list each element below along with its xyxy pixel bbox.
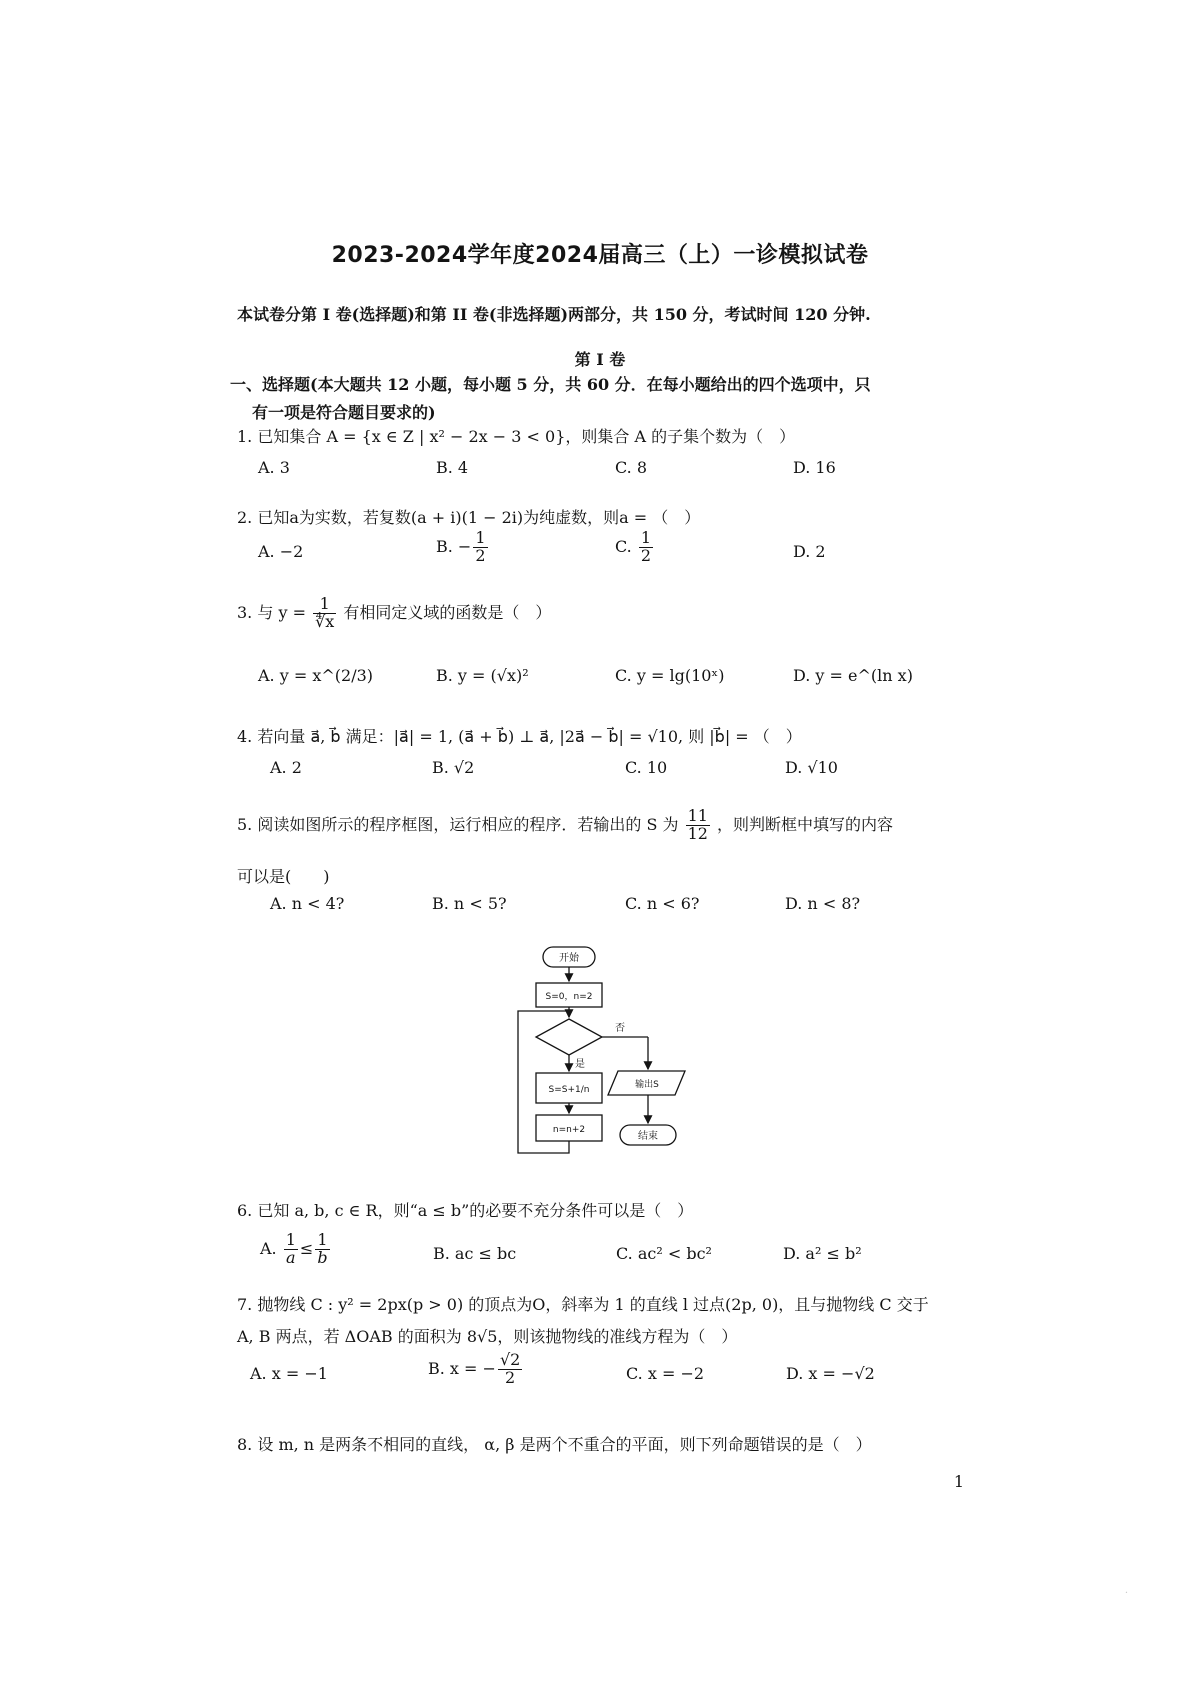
q6-a-fraction-1 [284,1232,298,1267]
flow-start-label: 开始 [559,953,579,964]
flow-no-label: 否 [615,1023,625,1034]
q5-numerator: 11 [687,806,708,825]
q5-option-c: C. n < 6? [625,894,700,913]
page-number: 1 [953,1472,964,1491]
question-6-options [260,1232,960,1272]
question-8-stem: 8. 设 m, n 是两条不相同的直线， α, β 是两个不重合的平面，则下列命题错误的是（ ） [237,1435,872,1454]
q4-option-c: C. 10 [625,758,668,777]
flow-update-s-label: S=S+1/n [548,1085,590,1095]
q4-option-d: D. √10 [785,758,838,777]
part-heading: 第 I 卷 [574,350,626,369]
q3-option-b: B. y = (√x)² [436,666,529,685]
q5-option-d: D. n < 8? [785,894,861,913]
question-6-stem: 6. 已知 a, b, c ∈ R，则“a ≤ b”的必要不充分条件可以是（ ） [237,1201,694,1220]
q1-option-c: C. 8 [615,458,648,477]
q7-option-a: A. x = −1 [250,1364,328,1383]
q2-c-numerator: 1 [640,528,652,547]
q6-a-num-2: 1 [315,1232,329,1250]
q2-c-fraction [639,530,653,565]
q3-option-a: A. y = x^(2/3) [258,666,374,685]
q1-option-d: D. 16 [793,458,836,477]
q2-c-prefix: C. [615,536,637,556]
q5-option-a: A. n < 4? [270,894,345,913]
q6-a-fraction-2 [315,1232,329,1267]
q2-b-numerator: 1 [475,528,486,547]
q5-denominator: 12 [687,823,708,843]
question-3-options [258,666,958,706]
q7-b-numerator: √2 [499,1350,521,1369]
q6-a-leq: ≤ [299,1238,314,1258]
flow-end-label: 结束 [638,1131,658,1142]
question-5-options [270,894,970,934]
q2-option-a: A. −2 [258,542,304,561]
flow-output-label: 输出S [635,1080,659,1090]
q7-option-b [428,1352,524,1387]
q5-prefix: 5. 阅读如图所示的程序框图，运行相应的程序．若输出的 S 为 [237,814,679,834]
flow-decision-node [536,1019,602,1055]
section-line-2: 有一项是符合题目要求的) [252,403,436,422]
question-7-line-1: 7. 抛物线 C : y² = 2px(p > 0) 的顶点为O，斜率为 1 的直线 l 过点(2p, 0)，且与抛物线 C 交于 [237,1295,929,1314]
q2-b-prefix: B. − [436,536,472,556]
q2-c-denominator: 2 [640,545,652,565]
q6-option-b: B. ac ≤ bc [433,1244,517,1263]
q6-a-prefix: A. [260,1238,282,1258]
q7-b-prefix: B. x = − [428,1358,496,1378]
q6-option-c: C. ac² < bc² [616,1244,712,1263]
q2-option-c [615,530,655,565]
question-2-stem: 2. 已知a为实数，若复数(a + i)(1 − 2i)为纯虚数，则a = （ ） [237,508,701,527]
flow-update-n-label: n=n+2 [552,1125,586,1135]
q3-suffix: 有相同定义域的函数是（ ） [343,602,552,622]
question-3-stem [237,596,551,631]
corner-mark: · [1124,1588,1128,1599]
q5-option-b: B. n < 5? [432,894,507,913]
q3-denominator: ∜x [315,611,335,631]
q2-b-denominator: 2 [475,545,486,565]
program-flowchart [505,945,690,1170]
question-7-line-2: A, B 两点，若 ΔOAB 的面积为 8√5，则该抛物线的准线方程为（ ） [237,1327,738,1346]
exam-title: 2023-2024学年度2024届高三（上）一诊模拟试卷 [331,243,869,268]
exam-intro: 本试卷分第 I 卷(选择题)和第 II 卷(非选择题)两部分，共 150 分，考试时间 120 分钟. [237,305,871,324]
q3-option-d: D. y = e^(ln x) [793,666,913,685]
question-7-options [250,1352,950,1392]
q6-a-num-1: 1 [285,1230,296,1249]
question-4-options [270,758,970,798]
q2-option-b [436,530,490,565]
q4-option-b: B. √2 [432,758,475,777]
section-line-1: 一、选择题(本大题共 12 小题，每小题 5 分，共 60 分．在每小题给出的四个选项中，只 [230,375,871,394]
q7-b-denominator: 2 [505,1367,516,1387]
q5-fraction [686,808,710,843]
question-1-options [258,458,958,498]
question-2-options [258,530,958,570]
q3-numerator: 1 [313,596,336,614]
q2-option-d: D. 2 [793,542,826,561]
q1-option-b: B. 4 [436,458,469,477]
q1-option-a: A. 3 [258,458,290,477]
q2-b-fraction [473,530,487,565]
q5-suffix: ，则判断框中填写的内容 [717,814,894,834]
q7-b-fraction [498,1352,522,1387]
q4-option-a: A. 2 [270,758,302,777]
q3-fraction [313,596,336,631]
question-1-stem: 1. 已知集合 A = {x ∈ Z | x² − 2x − 3 < 0}，则集合 A 的子集个数为（ ） [237,427,796,446]
q6-a-den-1: a [286,1247,296,1267]
q6-option-d: D. a² ≤ b² [783,1244,862,1263]
q7-option-d: D. x = −√2 [786,1364,875,1383]
question-5-line-2: 可以是( ) [237,867,330,886]
q7-option-c: C. x = −2 [626,1364,705,1383]
question-4-stem: 4. 若向量 a⃗, b⃗ 满足：|a⃗| = 1, (a⃗ + b⃗) ⊥ a⃗, |2a⃗ − b⃗| = √10, 则 |b⃗| = （ ） [237,727,802,746]
flow-init-label: S=0，n=2 [545,992,593,1002]
q6-a-den-2: b [317,1247,328,1267]
question-5-stem [237,808,893,843]
flow-yes-label: 是 [575,1059,585,1070]
q6-option-a [260,1232,332,1267]
q3-option-c: C. y = lg(10ˣ) [615,666,725,685]
q3-prefix: 3. 与 y = [237,602,306,622]
section-instructions [230,371,950,427]
